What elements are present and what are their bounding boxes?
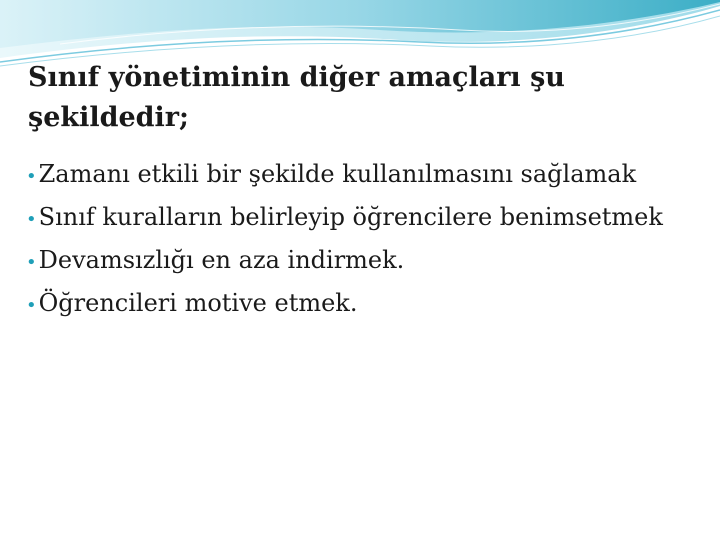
bullet-icon: • xyxy=(26,252,37,273)
bullet-text: Devamsızlığı en aza indirmek. xyxy=(38,246,405,274)
slide-title: Sınıf yönetiminin diğer amaçları şu şekildedir; xyxy=(28,62,565,133)
bullet-icon: • xyxy=(26,166,37,187)
bullet-item xyxy=(26,197,686,240)
bullet-text: Zamanı etkili bir şekilde kullanılmasını sağlamak xyxy=(38,160,637,188)
bullet-icon: • xyxy=(26,209,37,230)
bullet-list xyxy=(26,154,686,326)
bullet-text: Öğrencileri motive etmek. xyxy=(38,289,358,317)
bullet-item xyxy=(26,283,686,326)
bullet-item xyxy=(26,240,686,283)
bullet-icon: • xyxy=(26,295,37,316)
bullet-text: Sınıf kuralların belirleyip öğrencilere benimsetmek xyxy=(38,203,663,231)
bullet-item xyxy=(26,154,686,197)
